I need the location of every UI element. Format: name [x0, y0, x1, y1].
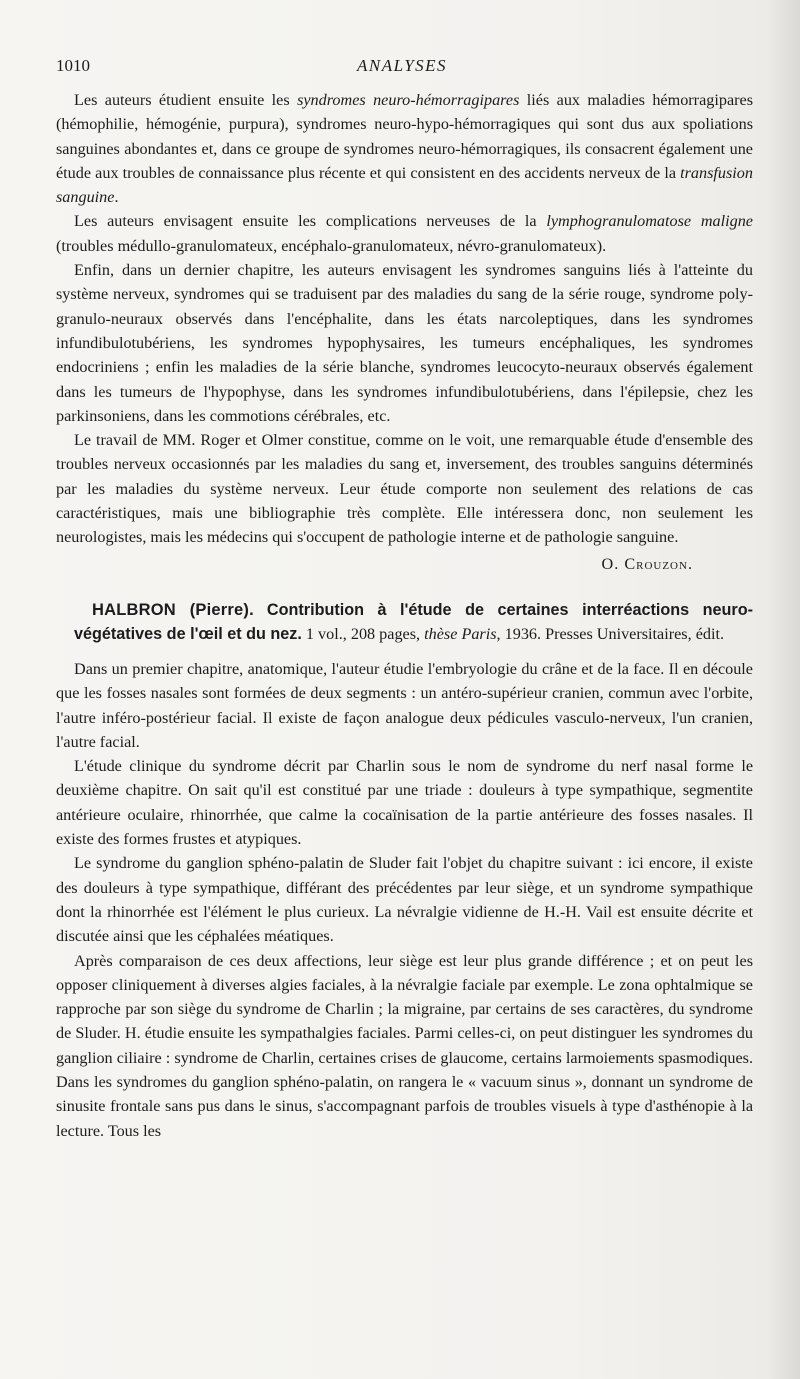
- citation-author: HALBRON (Pierre).: [92, 600, 254, 619]
- review2-paragraph-1: Dans un premier chapitre, anatomique, l'auteur étudie l'embryologie du crâne et de la face. Il en découle que les fosses nasales sont formées de deux segments : un antéro-supérieur cranien, commun avec l'orbite, l'autre inféro-postérieur facial. Il existe de façon analogue deux pédicules vasculo-nerveux, l'un cranien, l'autre facial.: [56, 659, 753, 751]
- section-gap: [56, 647, 753, 657]
- citation-title: Contribution à l'étude de certaines interréactions neuro-végétatives de l'œil et du nez.: [74, 600, 753, 644]
- review2-paragraph-3: Le syndrome du ganglion sphéno-palatin de Sluder fait l'objet du chapitre suivant : ici encore, il existe des douleurs à type sympathique, différant des précédentes par leur siège, et un syndrome sympathique dont la rhinorrhée est l'élément le plus curieux. La névralgie vidienne de H.-H. Vail est ensuite décrite et discutée ainsi que les céphalées méatiques.: [56, 854, 753, 946]
- citation-thesis: thèse Paris: [424, 625, 497, 644]
- running-title: ANALYSES: [356, 56, 448, 75]
- review1-paragraph-1: Les auteurs étudient ensuite les syndromes neuro-hémorragipares liés aux maladies hémorragipares (hémophilie, hémogénie, purpura), syndromes neuro-hypo-hémorragiques qui sont dus aux spoliations sanguines abondantes et, dans ce groupe de syndromes neuro-hémorragiques, ils consacrent également une étude aux troubles de connaissance plus récente et qui consistent en des accidents nerveux de la transfusion sanguine.: [56, 91, 754, 207]
- page-content: [56, 88, 753, 1143]
- review1-paragraph-2: Les auteurs envisagent ensuite les complications nerveuses de la lymphogranulomatose maligne (troubles médullo-granulomateux, encéphalo-granulomateux, névro-granulomateux).: [56, 212, 753, 255]
- review2-paragraph-4: Après comparaison de ces deux affections, leur siège est leur plus grande différence ; et on peut les opposer cliniquement à diverses algies faciales, à la névralgie faciale par exemple. Le zona ophtalmique se rapproche par son siège du syndrome de Charlin ; la migraine, par certains de ses caractères, du syndrome de Sluder. H. étudie ensuite les sympathalgies faciales. Parmi celles-ci, on peut distinguer les syndromes du ganglion ciliaire : syndrome de Charlin, certaines crises de glaucome, certains larmoiements spasmodiques. Dans les syndromes du ganglion sphéno-palatin, on rangera le « vacuum sinus », donnant un syndrome de sinusite frontale sans pus dans le sinus, s'accompagnant parfois de troubles visuels à type d'asthénopie à la lecture. Tous les: [56, 951, 753, 1140]
- review1-signature: O. Crouzon.: [601, 554, 693, 573]
- page-number: 1010: [56, 56, 90, 75]
- emphasis-term: syndromes neuro-hémorragipares: [297, 91, 520, 109]
- review2-citation: HALBRON (Pierre). Contribution à l'étude de certaines interréactions neuro-végétatives de l'œil et du nez. 1 vol., 208 pages, thèse Paris, 1936. Presses Universitaires, édit.: [74, 600, 753, 644]
- emphasis-term: lymphogranulomatose maligne: [546, 212, 753, 231]
- page-header: [56, 56, 748, 82]
- emphasis-term: transfusion sanguine: [56, 163, 753, 207]
- review1-paragraph-4: Le travail de MM. Roger et Olmer constitue, comme on le voit, une remarquable étude d'ensemble des troubles nerveux occasionnés par les maladies du sang et, inversement, des troubles sanguins déterminés par les maladies du système nerveux. Leur étude comporte non seulement des relations de cas caractéristiques, mais une bibliographie très complète. Elle intéressera donc, non seulement les neurologistes, mais les médecins qui s'occupent de pathologie interne et de pathologie sanguine.: [56, 431, 753, 547]
- review1-paragraph-3: Enfin, dans un dernier chapitre, les auteurs envisagent les syndromes sanguins liés à l'atteinte du système nerveux, syndromes qui se traduisent par des maladies du sang de la série rouge, syndrome poly-granulo-neuraux observés dans l'encéphalite, dans les états narcoleptiques, dans les syndromes infundibulotubériens, les syndromes hypophysaires, les tumeurs encéphaliques, les syndromes endocriniens ; enfin les maladies de la série blanche, syndromes leucocyto-neuraux observés également dans les tumeurs de l'hypophyse, dans les syndromes infundibulotubériens, dans l'épilepsie, chez les parkinsoniens, dans les commotions cérébrales, etc.: [56, 261, 753, 425]
- review2-paragraph-2: L'étude clinique du syndrome décrit par Charlin sous le nom de syndrome du nerf nasal forme le deuxième chapitre. On sait qu'il est constitué par une triade : douleurs à type sympathique, segmentite antérieure oculaire, rhinorrhée, que calme la cocaïnisation de la partie antérieure des fosses nasales. Il existe des formes frustes et atypiques.: [56, 757, 753, 849]
- section-gap: [56, 576, 753, 598]
